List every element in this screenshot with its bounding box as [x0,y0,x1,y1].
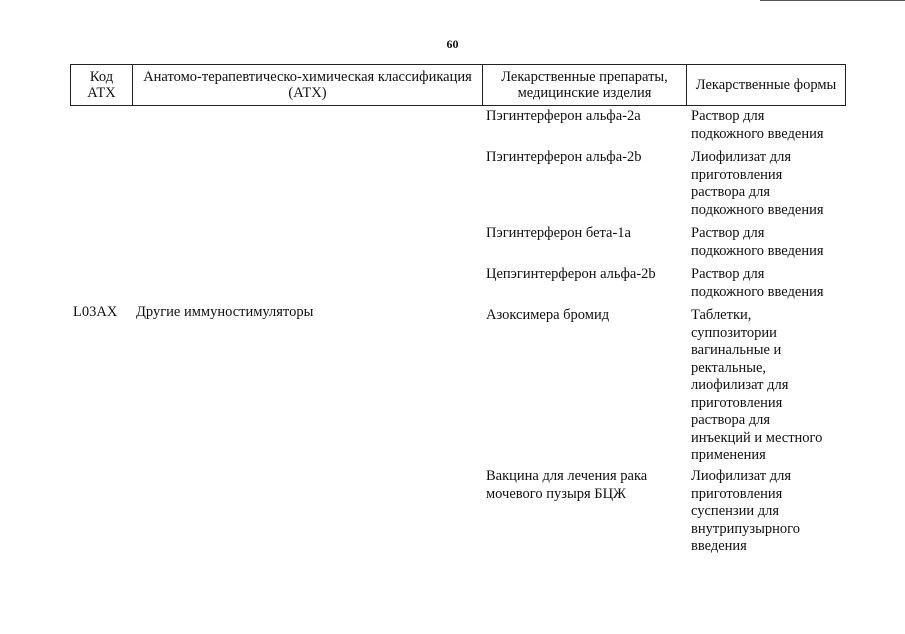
drug-form: Лиофилизат для приготовления раствора для подкожного введения [691,149,824,218]
header-code: Код АТХ [71,65,133,105]
top-edge-line [760,0,905,1]
drug-name: Вакцина для лечения рака мочевого пузыря БЦЖ [486,468,648,502]
table-header [70,64,846,106]
header-drugs: Лекарственные препараты, медицинские изделия [483,65,687,105]
header-forms: Лекарственные формы [695,77,837,93]
header-classification: Анатомо-терапевтическо-химическая классификация (АТХ) [133,65,483,105]
drug-name: Пэгинтерферон альфа-2b [486,149,642,165]
drug-form: Раствор для подкожного введения [691,225,824,259]
drug-name: Цепэгинтерферон альфа-2b [486,266,656,282]
drug-name: Азоксимера бромид [486,307,610,323]
atc-group-name: Другие иммуностимуляторы [136,304,314,320]
atc-code: L03AX [73,304,118,320]
drug-name: Пэгинтерферон альфа-2a [486,108,641,124]
drug-name: Пэгинтерферон бета-1a [486,225,631,241]
drug-form: Лиофилизат для приготовления суспензии для внутрипузырного введения [691,468,800,554]
drug-form: Раствор для подкожного введения [691,108,824,142]
page-number: 60 [446,37,459,51]
drug-form: Раствор для подкожного введения [691,266,824,300]
drug-form: Таблетки, суппозитории вагинальные и ректальные, лиофилизат для приготовления раствора для инъекций и местного применения [691,307,823,463]
